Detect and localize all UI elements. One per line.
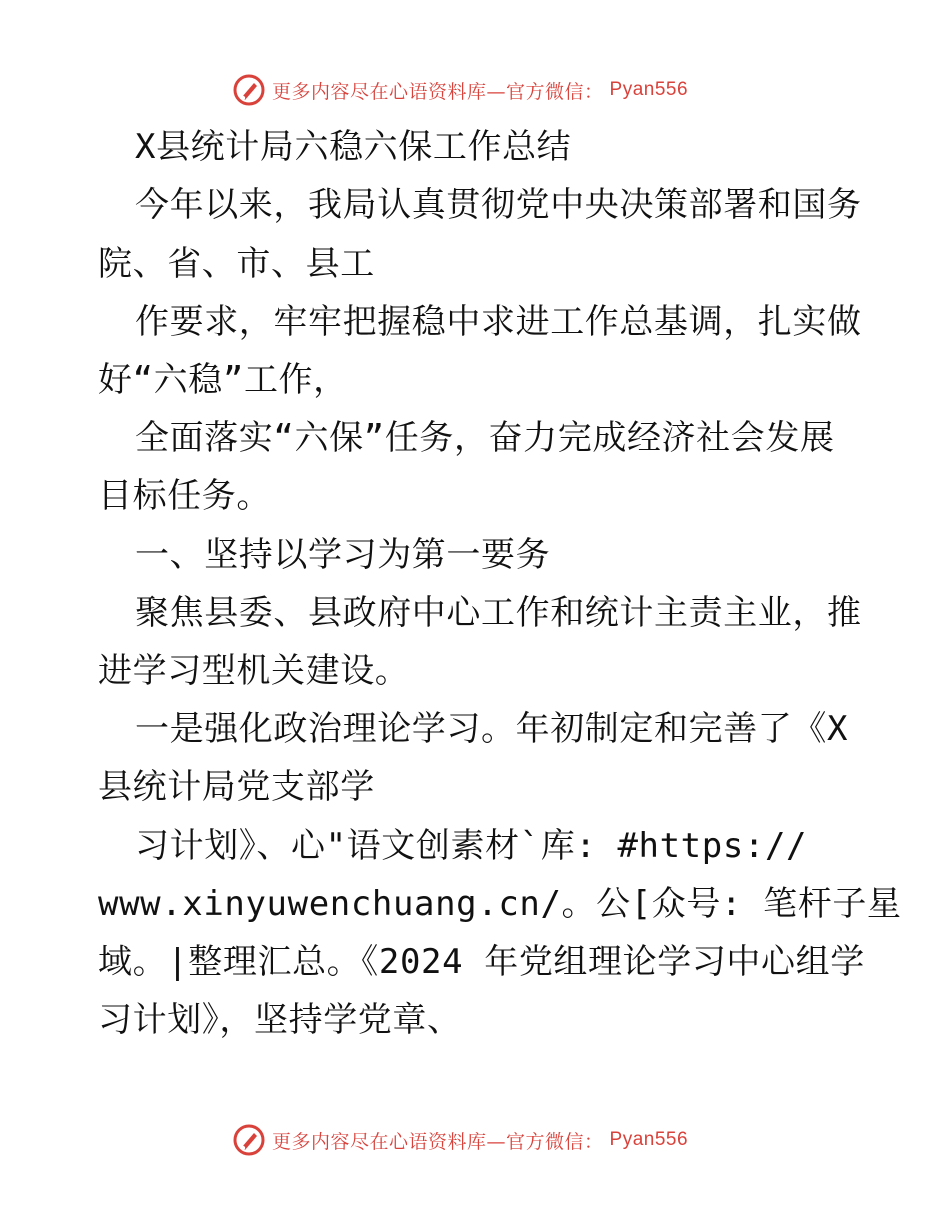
pen-seal-icon xyxy=(232,73,266,107)
paragraph-line: 作要求，牢牢把握稳中求进工作总基调，扎实做 xyxy=(135,302,862,342)
paragraph-line: 今年以来，我局认真贯彻党中央决策部署和国务 xyxy=(135,185,862,225)
banner-wechat-id: Pyan556 xyxy=(609,1129,689,1150)
paragraph-line: 习计划》、心"语文创素材`库: #https:// xyxy=(135,826,808,866)
paragraph-line: 全面落实“六保”任务，奋力完成经济社会发展 xyxy=(135,418,835,458)
paragraph-line: 聚焦县委、县政府中心工作和统计主责主业，推 xyxy=(135,593,862,633)
section-heading: 一、坚持以学习为第一要务 xyxy=(135,535,551,575)
paragraph-line: 一是强化政治理论学习。年初制定和完善了《X xyxy=(135,709,849,749)
paragraph-line: 目标任务。 xyxy=(98,476,271,516)
document-title: X县统计局六稳六保工作总结 xyxy=(135,127,572,167)
banner-text: 更多内容尽在心语资料库—官方微信： xyxy=(272,80,604,103)
paragraph-line: 进学习型机关建设。 xyxy=(98,651,410,691)
paragraph-line: 院、省、市、县工 xyxy=(98,244,375,284)
paragraph-line: 习计划》，坚持学党章、 xyxy=(98,1000,462,1040)
pen-seal-icon xyxy=(232,1123,266,1157)
banner-text: 更多内容尽在心语资料库—官方微信： xyxy=(272,1130,604,1153)
header-banner xyxy=(232,72,688,108)
banner-wechat-id: Pyan556 xyxy=(609,79,689,100)
paragraph-line: 好“六稳”工作， xyxy=(98,360,348,400)
footer-banner xyxy=(232,1122,688,1158)
paragraph-line: www.xinyuwenchuang.cn/。公[众号: 笔杆子星 xyxy=(98,884,902,924)
paragraph-line: 县统计局党支部学 xyxy=(98,767,375,807)
paragraph-line: 域。|整理汇总。《2024 年党组理论学习中心组学 xyxy=(98,942,865,982)
